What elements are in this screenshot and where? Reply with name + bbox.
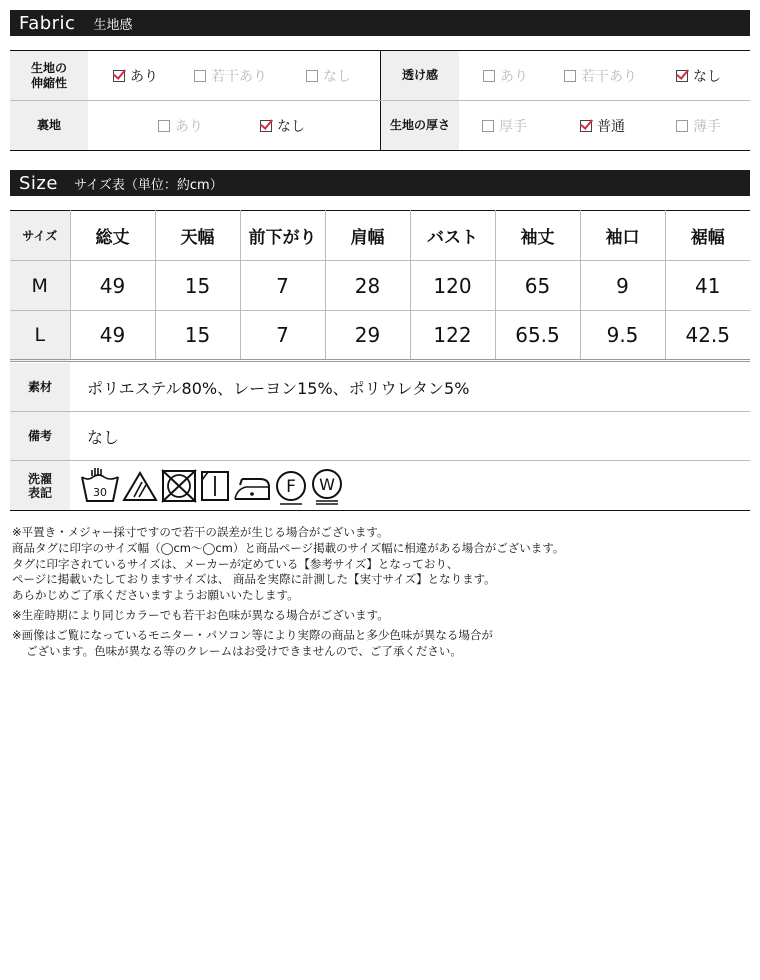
size-cell: 15 (155, 261, 240, 311)
sheer-option-yes-label: あり (500, 68, 528, 85)
note-line: タグに印字されているサイズは、メーカーが定めている【参考サイズ】となっており、 (12, 556, 459, 571)
material-label: 素材 (10, 363, 70, 411)
checkbox-icon (158, 120, 170, 132)
size-cell: 9.5 (580, 311, 665, 361)
hand-wash-temp-text: 30 (93, 486, 107, 499)
size-section-header (10, 170, 750, 196)
note-line: ※平置き・メジャー採寸ですので若干の誤差が生じる場合がございます。 (12, 525, 389, 539)
checkbox-icon (194, 70, 206, 82)
thickness-label (381, 101, 459, 150)
checkbox-icon (564, 70, 576, 82)
fabric-table (10, 50, 750, 151)
checkbox-icon (306, 70, 318, 82)
wet-clean-w-text: W (319, 475, 335, 494)
bleach-triangle-icon (122, 467, 158, 505)
sheer-option-slight-label: 若干あり (581, 68, 637, 85)
care-icons (80, 466, 346, 506)
material-value: ポリエステル80%、レーヨン15%、ポリウレタン5% (87, 378, 470, 398)
size-header-cell: 天幅 (155, 211, 240, 261)
fabric-row-2 (10, 101, 750, 150)
dry-clean-f-icon (274, 467, 308, 505)
table-row (10, 261, 750, 311)
size-table-header (10, 211, 750, 261)
hand-wash-30-icon (80, 467, 120, 505)
checkbox-checked-icon (676, 70, 688, 82)
size-header-cell: 肩幅 (325, 211, 410, 261)
size-row-label: M (10, 261, 70, 311)
sheer-label (381, 51, 459, 100)
size-cell: 120 (410, 261, 495, 311)
note-line: 商品タグに印字のサイズ幅（◯cm〜◯cm）と商品ページ掲載のサイズ幅に相違がある場合がございます。 (12, 540, 565, 555)
size-table (10, 210, 750, 362)
checkbox-checked-icon (113, 70, 125, 82)
size-cell: 41 (665, 261, 750, 311)
thickness-option-thick-label: 厚手 (499, 118, 527, 135)
size-title-en: Size (19, 172, 58, 194)
notes-block (12, 525, 748, 659)
fabric-title-en: Fabric (19, 12, 76, 34)
line-dry-icon (200, 467, 230, 505)
size-header-cell: 前下がり (240, 211, 325, 261)
size-cell: 7 (240, 311, 325, 361)
size-header-cell: 袖丈 (495, 211, 580, 261)
size-cell: 49 (70, 311, 155, 361)
note-line: ※生産時期により同じカラーでも若干お色味が異なる場合がございます。 (12, 607, 389, 622)
note-line: ございます。色味が異なる等のクレームはお受けできませんので、ご了承ください。 (26, 643, 462, 658)
checkbox-icon (676, 120, 688, 132)
stretch-option-yes-label: あり (130, 68, 158, 85)
sheer-label-text: 透け感 (401, 68, 438, 82)
note-line: あらかじめご了承くださいますようお願いいたします。 (12, 588, 299, 603)
stretch-option-slight[interactable] (194, 51, 267, 100)
thickness-option-thin[interactable] (676, 101, 721, 150)
sheer-option-yes[interactable] (483, 51, 528, 100)
iron-low-icon (232, 467, 272, 505)
thickness-label-text: 生地の厚さ (389, 118, 450, 132)
size-cell: 9 (580, 261, 665, 311)
lining-option-no[interactable] (260, 101, 305, 150)
sheer-option-no-label: なし (693, 68, 721, 85)
thickness-option-normal[interactable] (580, 101, 625, 150)
remarks-row (10, 412, 750, 461)
size-cell: 65 (495, 261, 580, 311)
size-header-cell: バスト (410, 211, 495, 261)
sheer-option-no[interactable] (676, 51, 721, 100)
fabric-row-1 (10, 51, 750, 101)
lining-option-yes-label: あり (175, 118, 203, 135)
lining-label (10, 101, 88, 150)
size-header-cell: 総丈 (70, 211, 155, 261)
stretch-label-text: 生地の伸縮性 (30, 60, 67, 90)
checkbox-icon (482, 120, 494, 132)
size-cell: 122 (410, 311, 495, 361)
dry-clean-f-text: F (286, 477, 296, 497)
care-label (10, 461, 70, 510)
note-line: ※画像はご覧になっているモニター・パソコン等により実際の商品と多少色味が異なる場合が (12, 627, 493, 642)
checkbox-checked-icon (580, 120, 592, 132)
size-cell: 15 (155, 311, 240, 361)
no-tumble-dry-icon (160, 467, 198, 505)
care-row (10, 461, 750, 511)
size-cell: 29 (325, 311, 410, 361)
material-row (10, 363, 750, 412)
stretch-option-no[interactable] (306, 51, 351, 100)
fabric-title-jp: 生地感 (93, 17, 133, 33)
size-cell: 7 (240, 261, 325, 311)
lining-option-no-label: なし (277, 118, 305, 135)
size-cell: 28 (325, 261, 410, 311)
stretch-label (10, 51, 88, 100)
checkbox-checked-icon (260, 120, 272, 132)
size-row-label: L (10, 311, 70, 361)
thickness-option-normal-label: 普通 (597, 118, 625, 135)
size-header-cell: 裾幅 (665, 211, 750, 261)
care-label-text: 洗濯表記 (27, 471, 52, 500)
thickness-option-thick[interactable] (482, 101, 527, 150)
remarks-value: なし (87, 427, 120, 447)
note-line: ページに掲載いたしておりますサイズは、 商品を実際に計測した【実寸サイズ】となります。 (12, 572, 496, 587)
size-cell: 65.5 (495, 311, 580, 361)
lining-label-text: 裏地 (36, 118, 61, 132)
thickness-option-thin-label: 薄手 (693, 118, 721, 135)
table-row (10, 311, 750, 361)
sheer-option-slight[interactable] (564, 51, 637, 100)
wet-clean-w-icon (310, 467, 344, 505)
size-header-cell: 袖口 (580, 211, 665, 261)
size-header-cell: サイズ (10, 211, 70, 261)
stretch-option-slight-label: 若干あり (211, 68, 267, 85)
checkbox-icon (483, 70, 495, 82)
stretch-option-yes[interactable] (113, 51, 158, 100)
remarks-label: 備考 (10, 412, 70, 460)
lining-option-yes[interactable] (158, 101, 203, 150)
size-cell: 49 (70, 261, 155, 311)
size-cell: 42.5 (665, 311, 750, 361)
fabric-section-header (10, 10, 750, 36)
stretch-option-no-label: なし (323, 68, 351, 85)
size-title-jp: サイズ表（単位：約cm） (73, 177, 223, 193)
